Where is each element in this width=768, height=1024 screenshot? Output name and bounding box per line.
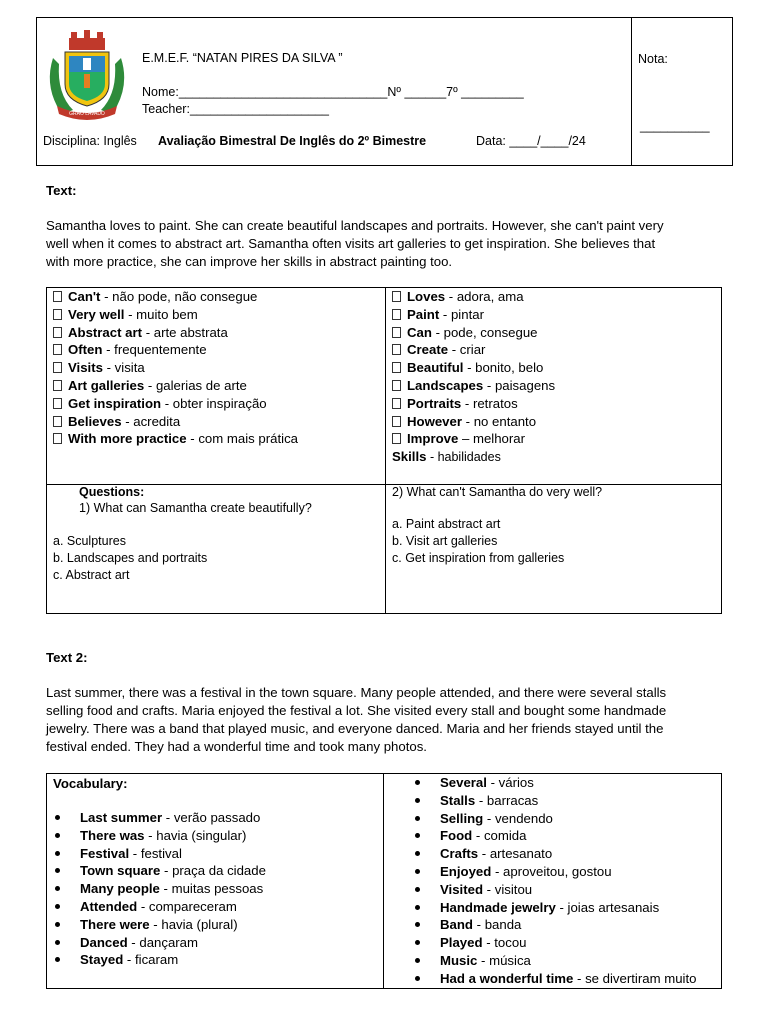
vocab-item xyxy=(415,845,696,863)
missing-glyph-icon xyxy=(53,380,62,391)
vocab-item xyxy=(55,809,266,827)
vocab-term: Handmade jewelry xyxy=(440,899,556,915)
bullet-icon xyxy=(415,887,420,892)
vocab-definition: - obter inspiração xyxy=(161,395,267,411)
missing-glyph-icon xyxy=(53,433,62,444)
text2-heading: Text 2: xyxy=(46,650,88,665)
missing-glyph-icon xyxy=(53,309,62,320)
vocab-definition: - bonito, belo xyxy=(463,360,544,376)
bullet-icon xyxy=(415,780,420,785)
vocab-definition: - frequentemente xyxy=(102,342,207,358)
vocab-term: Food xyxy=(440,828,473,844)
vocab-term: Selling xyxy=(440,810,484,826)
vocab-definition: - festival xyxy=(129,845,182,861)
vocab-item xyxy=(415,952,696,970)
vocab-item xyxy=(415,827,696,845)
bullet-icon xyxy=(415,869,420,874)
vocab-item xyxy=(392,395,555,413)
vocab-term: Beautiful xyxy=(407,360,464,376)
vocab-term: Town square xyxy=(80,863,161,879)
vocab-definition: - com mais prática xyxy=(186,431,298,447)
vocab-definition: - pintar xyxy=(439,306,484,322)
vocab-definition: - verão passado xyxy=(162,810,261,825)
text1-heading: Text: xyxy=(46,183,77,198)
vocab-term: Paint xyxy=(407,306,440,322)
bullet-icon xyxy=(415,958,420,963)
vocab-definition: - arte abstrata xyxy=(142,324,228,340)
vocab-item xyxy=(55,934,266,952)
vocab-item xyxy=(53,306,298,324)
vocab-item xyxy=(53,288,298,306)
missing-glyph-icon xyxy=(392,380,401,391)
bullet-icon xyxy=(415,940,420,945)
text2-line: jewelry. There was a band that played music, and everyone danced. Maria and her friends stayed until the xyxy=(46,721,664,736)
vocab-definition: - compareceram xyxy=(137,898,237,914)
vocab-definition: - no entanto xyxy=(461,413,537,429)
vocab-definition: - paisagens xyxy=(483,377,556,393)
missing-glyph-icon xyxy=(392,291,401,302)
vocab-item xyxy=(53,359,298,377)
bullet-icon xyxy=(415,922,420,927)
vocab-definition: - barracas xyxy=(475,792,539,808)
vocab-definition: - ficaram xyxy=(123,952,179,968)
missing-glyph-icon xyxy=(53,398,62,409)
missing-glyph-icon xyxy=(53,291,62,302)
school-name: E.M.E.F. “NATAN PIRES DA SILVA ” xyxy=(142,51,343,65)
bullet-icon xyxy=(55,886,60,891)
vocab-definition: - havia (plural) xyxy=(149,916,238,932)
missing-glyph-icon xyxy=(392,433,401,444)
table-row-divider xyxy=(47,484,721,485)
vocab2-table xyxy=(46,773,722,989)
vocab-term: Landscapes xyxy=(407,377,484,393)
text2-line: Last summer, there was a festival in the town square. Many people attended, and there were several stalls xyxy=(46,685,667,700)
q2-option-b[interactable]: b. Visit art galleries xyxy=(392,534,498,548)
missing-glyph-icon xyxy=(53,362,62,373)
bullet-icon xyxy=(55,940,60,945)
question-2: 2) What can't Samantha do very well? xyxy=(392,485,603,499)
vocab-term: Loves xyxy=(407,289,446,304)
vocab-term: Stayed xyxy=(80,952,124,968)
grade-field[interactable]: __________ xyxy=(640,119,710,133)
vocab-item xyxy=(53,341,298,359)
vocab-definition: - criar xyxy=(448,342,486,358)
teacher-field[interactable]: Teacher:____________________ xyxy=(142,102,329,116)
vocab-definition: - se divertiram muito xyxy=(573,970,697,986)
q1-option-a[interactable]: a. Sculptures xyxy=(53,534,126,548)
vocab-item xyxy=(392,324,555,342)
vocab-definition: - visita xyxy=(102,360,145,376)
vocab-term: Had a wonderful time xyxy=(440,970,574,986)
vocab-questions-table xyxy=(46,287,722,614)
vocab-item xyxy=(55,862,266,880)
crest-banner-text: GRÃO LAVADO xyxy=(69,111,105,117)
vocab-definition: - havia (singular) xyxy=(144,827,247,843)
vocab-term: Several xyxy=(440,775,487,790)
vocab-definition: - acredita xyxy=(121,413,181,429)
vocab-definition: - não pode, não consegue xyxy=(100,289,258,304)
vocab-term: Portraits xyxy=(407,395,462,411)
q2-option-c[interactable]: c. Get inspiration from galleries xyxy=(392,551,565,565)
vocab1-left-list xyxy=(53,288,298,448)
vocab-term: There was xyxy=(80,827,145,843)
table-col-divider xyxy=(385,288,386,613)
vocab-item xyxy=(415,881,696,899)
vocab-definition: - vários xyxy=(486,775,534,790)
vocab-term: Played xyxy=(440,935,483,951)
vocab-term: Visits xyxy=(68,360,103,376)
vocab-term: Very well xyxy=(68,306,125,322)
vocab-term: Danced xyxy=(80,934,128,950)
bullet-icon xyxy=(55,815,60,820)
vocab-item xyxy=(392,377,555,395)
vocab-item xyxy=(55,916,266,934)
text2-paragraph xyxy=(46,684,736,756)
vocab-definition: - visitou xyxy=(483,881,533,897)
vocab-item xyxy=(415,863,696,881)
vocab-term: Crafts xyxy=(440,846,479,862)
vocab-item xyxy=(55,951,266,969)
vocab-term: Abstract art xyxy=(68,324,143,340)
vocab-term: Art galleries xyxy=(68,377,145,393)
vocab-definition: - retratos xyxy=(461,395,518,411)
school-crest-icon xyxy=(43,28,131,120)
vocab-item xyxy=(392,288,555,306)
missing-glyph-icon xyxy=(392,398,401,409)
missing-glyph-icon xyxy=(53,416,62,427)
vocab-term: With more practice xyxy=(68,431,187,447)
q2-option-a[interactable]: a. Paint abstract art xyxy=(392,517,501,531)
vocab-term: Attended xyxy=(80,898,138,914)
missing-glyph-icon xyxy=(392,327,401,338)
header-box xyxy=(36,17,733,166)
text1-line: Samantha loves to paint. She can create beautiful landscapes and portraits. However, she can't paint very xyxy=(46,218,664,233)
vocab1-right-list xyxy=(392,288,555,467)
missing-glyph-icon xyxy=(53,344,62,355)
vocab-term: Can't xyxy=(68,289,101,304)
vocab-definition: - galerias de arte xyxy=(144,377,247,393)
text2-line: selling food and crafts. Maria enjoyed the festival a lot. She visited every stall and bought some handmade xyxy=(46,703,667,718)
vocab-item xyxy=(53,324,298,342)
text1-line: well when it comes to abstract art. Samantha often visits art galleries to get inspiration. She believes that xyxy=(46,236,656,251)
vocab-term: Visited xyxy=(440,881,484,897)
vocab-term: Believes xyxy=(68,413,122,429)
text2-line: festival ended. They had a wonderful time and took many photos. xyxy=(46,739,427,754)
vocab-item xyxy=(415,899,696,917)
bullet-icon xyxy=(415,976,420,981)
header-divider xyxy=(631,18,632,165)
vocab-term: Festival xyxy=(80,845,130,861)
vocab-item xyxy=(392,341,555,359)
bullet-icon xyxy=(55,922,60,927)
vocab-definition: - vendendo xyxy=(483,810,553,826)
vocab-definition: - praça da cidade xyxy=(160,863,266,879)
date-field[interactable]: Data: ____/____/24 xyxy=(476,134,586,148)
vocab-definition: - pode, consegue xyxy=(431,324,538,340)
missing-glyph-icon xyxy=(392,344,401,355)
vocab-term: Music xyxy=(440,952,478,968)
vocab-definition: - dançaram xyxy=(127,934,199,950)
vocab-item xyxy=(53,395,298,413)
vocab-item xyxy=(415,810,696,828)
vocab-term: Stalls xyxy=(440,792,476,808)
bullet-icon xyxy=(415,851,420,856)
question-1: 1) What can Samantha create beautifully? xyxy=(79,501,312,515)
vocab-term: Can xyxy=(407,324,432,340)
grade-label: Nota: xyxy=(638,52,668,66)
table-col-divider xyxy=(383,774,384,988)
vocab-definition: - comida xyxy=(472,828,527,844)
bullet-icon xyxy=(415,905,420,910)
q1-option-c[interactable]: c. Abstract art xyxy=(53,568,130,582)
assessment-title: Avaliação Bimestral De Inglês do 2º Bimestre xyxy=(158,134,427,148)
vocab-definition: - aproveitou, gostou xyxy=(491,863,612,879)
vocab-item xyxy=(55,880,266,898)
vocab-definition: - adora, ama xyxy=(445,289,524,304)
bullet-icon xyxy=(55,833,60,838)
vocab-item xyxy=(55,827,266,845)
bullet-icon xyxy=(55,904,60,909)
q1-option-b[interactable]: b. Landscapes and portraits xyxy=(53,551,208,565)
bullet-icon xyxy=(55,957,60,962)
subject-label: Disciplina: Inglês xyxy=(43,134,137,148)
missing-glyph-icon xyxy=(392,416,401,427)
vocab-term: There were xyxy=(80,916,150,932)
vocab-item xyxy=(392,430,555,448)
vocab-term: Create xyxy=(407,342,449,358)
vocab-definition: - tocou xyxy=(482,935,527,951)
text1-line: with more practice, she can improve her skills in abstract painting too. xyxy=(46,254,453,269)
vocab-item xyxy=(53,377,298,395)
vocab-definition: - habilidades xyxy=(426,450,501,465)
vocab-term: Last summer xyxy=(80,810,163,825)
vocab-definition: – melhorar xyxy=(458,431,526,447)
bullet-icon xyxy=(55,868,60,873)
vocab-item xyxy=(392,306,555,324)
vocab-definition: - banda xyxy=(472,917,522,933)
vocab-definition: - muito bem xyxy=(124,306,198,322)
missing-glyph-icon xyxy=(392,362,401,373)
vocab-definition: - joias artesanais xyxy=(555,899,660,915)
student-name-field[interactable]: Nome:______________________________Nº ______7º _________ xyxy=(142,85,524,99)
vocab2-left-list xyxy=(55,809,266,969)
vocab-item xyxy=(53,413,298,431)
text1-paragraph xyxy=(46,217,736,271)
vocab-item xyxy=(392,359,555,377)
vocab-item xyxy=(53,430,298,448)
vocab-term: Get inspiration xyxy=(68,395,162,411)
missing-glyph-icon xyxy=(392,309,401,320)
vocab-item xyxy=(415,970,696,988)
vocab-item xyxy=(415,774,696,792)
vocab-item xyxy=(415,916,696,934)
bullet-icon xyxy=(55,851,60,856)
vocab-term: Enjoyed xyxy=(440,863,492,879)
vocab-item xyxy=(55,898,266,916)
questions-heading: Questions: xyxy=(79,485,145,499)
vocab-item xyxy=(55,845,266,863)
vocab-item xyxy=(392,413,555,431)
vocab-term: Many people xyxy=(80,881,160,897)
vocab2-heading: Vocabulary: xyxy=(53,776,128,791)
vocab-item-extra xyxy=(392,448,555,467)
bullet-icon xyxy=(415,816,420,821)
vocab-definition: - música xyxy=(477,952,531,968)
bullet-icon xyxy=(415,798,420,803)
vocab-term: Band xyxy=(440,917,473,933)
vocab-term: Improve xyxy=(407,431,459,447)
vocab2-right-list xyxy=(415,774,696,988)
missing-glyph-icon xyxy=(53,327,62,338)
vocab-definition: - artesanato xyxy=(478,846,553,862)
vocab-item xyxy=(415,792,696,810)
bullet-icon xyxy=(415,833,420,838)
vocab-item xyxy=(415,934,696,952)
vocab-term: However xyxy=(407,413,462,429)
vocab-term: Often xyxy=(68,342,103,358)
vocab-term: Skills xyxy=(392,449,427,465)
vocab-definition: - muitas pessoas xyxy=(159,881,264,897)
